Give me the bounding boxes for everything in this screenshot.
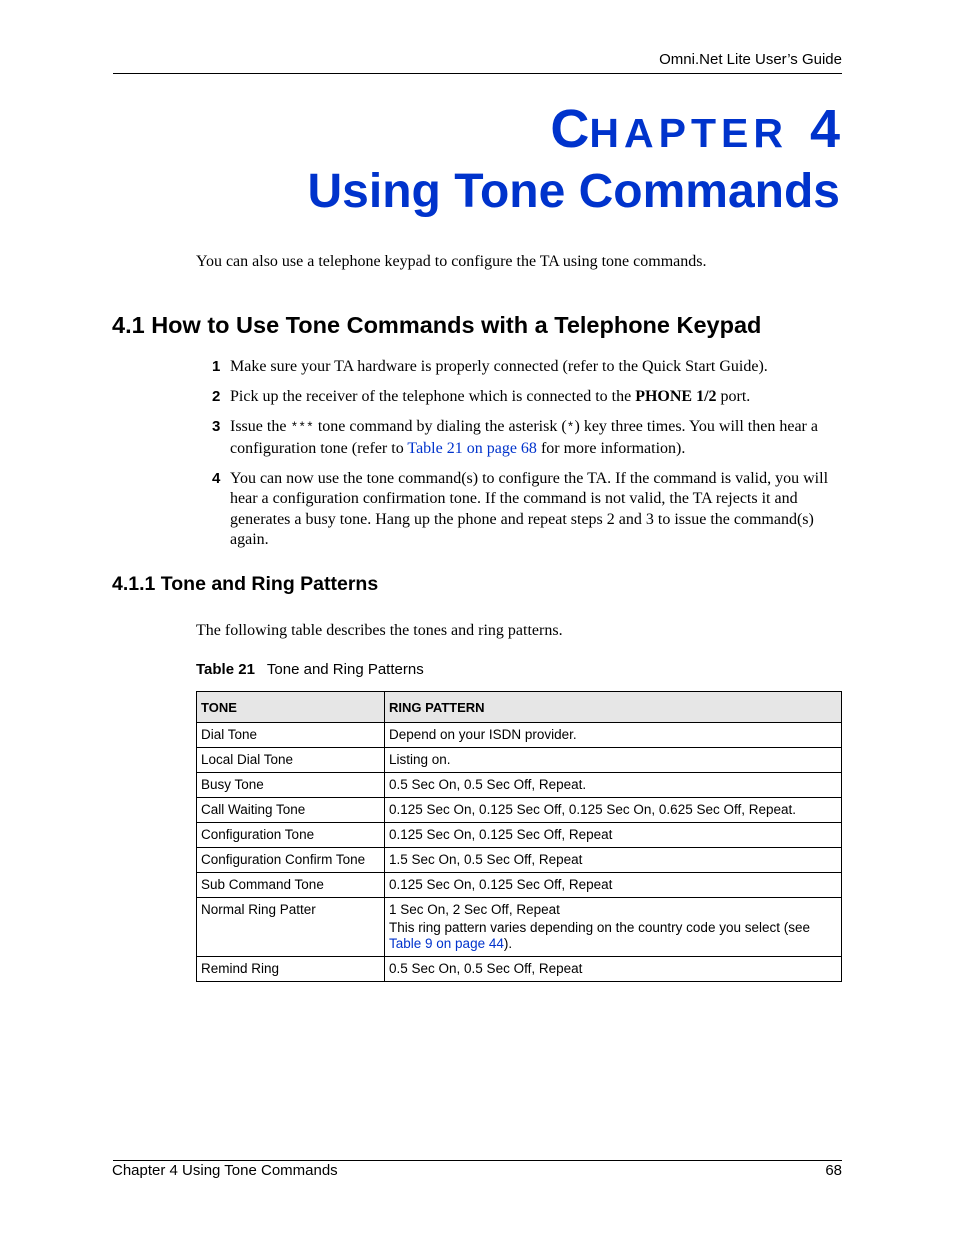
pattern-cell: 0.5 Sec On, 0.5 Sec Off, Repeat. xyxy=(385,773,842,798)
tone-cell: Dial Tone xyxy=(197,723,385,748)
pattern-note-text: ). xyxy=(503,936,513,951)
table-row xyxy=(197,898,842,957)
asterisk-code: * xyxy=(566,420,575,435)
footer-rule xyxy=(113,1160,842,1161)
step-text: Make sure your TA hardware is properly connected (refer to the Quick Start Guide). xyxy=(230,358,768,375)
tone-cell: Remind Ring xyxy=(197,957,385,982)
table-row xyxy=(197,798,842,823)
column-header-tone: TONE xyxy=(197,692,385,723)
guide-title: Omni.Net Lite User’s Guide xyxy=(659,51,842,68)
step-number: 4 xyxy=(212,469,221,487)
step-number: 2 xyxy=(212,388,221,405)
pattern-cell: Listing on. xyxy=(385,748,842,773)
footer-chapter-title: Chapter 4 Using Tone Commands xyxy=(112,1162,338,1179)
step-text: Issue the xyxy=(230,418,291,435)
column-header-ring-pattern: RING PATTERN xyxy=(385,692,842,723)
step-number: 3 xyxy=(212,418,221,435)
step-4 xyxy=(212,469,844,551)
chapter-intro: You can also use a telephone keypad to configure the TA using tone commands. xyxy=(196,253,707,270)
pattern-cell: 0.125 Sec On, 0.125 Sec Off, 0.125 Sec On, 0.625 Sec Off, Repeat. xyxy=(385,798,842,823)
table-row xyxy=(197,873,842,898)
subsection-heading: 4.1.1 Tone and Ring Patterns xyxy=(112,573,379,595)
section-heading: 4.1 How to Use Tone Commands with a Telephone Keypad xyxy=(112,312,762,338)
chapter-label-first: C xyxy=(550,99,590,159)
step-number: 1 xyxy=(212,358,221,375)
page-number: 68 xyxy=(825,1162,842,1179)
step-text: ) key three times. You will then hear a configuration tone (refer to xyxy=(230,418,818,457)
tone-cell: Normal Ring Patter xyxy=(197,898,385,957)
step-text: You can now use the tone command(s) to configure the TA. If the command is valid, you will hear a configuration confirmation tone. If the command is not valid, the TA rejects it and generates a busy tone. Hang up the phone and repeat steps 2 and 3 to issue the command(s) again. xyxy=(230,469,829,548)
tone-cell: Configuration Tone xyxy=(197,823,385,848)
chapter-label xyxy=(550,98,840,160)
tone-cell: Local Dial Tone xyxy=(197,748,385,773)
pattern-cell: 0.125 Sec On, 0.125 Sec Off, Repeat xyxy=(385,823,842,848)
tone-ring-table xyxy=(196,691,842,982)
header-rule xyxy=(113,73,842,74)
pattern-cell: 0.125 Sec On, 0.125 Sec Off, Repeat xyxy=(385,873,842,898)
table-caption xyxy=(196,661,424,678)
table-21-link[interactable]: Table 21 on page 68 xyxy=(407,439,537,457)
step-1 xyxy=(212,357,844,378)
step-text: Pick up the receiver of the telephone which is connected to the xyxy=(230,388,636,405)
port-name: PHONE 1/2 xyxy=(635,388,717,405)
step-2 xyxy=(212,387,844,408)
step-text: for more information). xyxy=(536,439,686,457)
pattern-cell xyxy=(385,898,842,957)
table-intro: The following table describes the tones and ring patterns. xyxy=(196,622,563,639)
step-list xyxy=(212,357,844,560)
pattern-cell: 1.5 Sec On, 0.5 Sec Off, Repeat xyxy=(385,848,842,873)
pattern-note xyxy=(389,920,837,952)
step-3 xyxy=(212,417,844,459)
tone-command-code: *** xyxy=(290,420,314,435)
pattern-cell: Depend on your ISDN provider. xyxy=(385,723,842,748)
tone-cell: Configuration Confirm Tone xyxy=(197,848,385,873)
tone-cell: Sub Command Tone xyxy=(197,873,385,898)
table-9-link[interactable]: Table 9 on page 44 xyxy=(389,936,504,951)
step-text: tone command by dialing the asterisk ( xyxy=(313,418,567,435)
chapter-number: 4 xyxy=(809,99,840,159)
pattern-text: 1 Sec On, 2 Sec Off, Repeat xyxy=(389,902,560,917)
pattern-cell: 0.5 Sec On, 0.5 Sec Off, Repeat xyxy=(385,957,842,982)
table-row xyxy=(197,957,842,982)
chapter-title: Using Tone Commands xyxy=(307,165,840,218)
table-row xyxy=(197,823,842,848)
table-row xyxy=(197,773,842,798)
table-row xyxy=(197,748,842,773)
table-row xyxy=(197,723,842,748)
table-caption-text: Tone and Ring Patterns xyxy=(266,661,424,678)
step-text: port. xyxy=(716,388,751,405)
table-caption-label: Table 21 xyxy=(196,661,255,678)
pattern-note-text: This ring pattern varies depending on the country code you select (see xyxy=(389,920,810,935)
tone-cell: Busy Tone xyxy=(197,773,385,798)
table-header-row xyxy=(197,692,842,723)
tone-cell: Call Waiting Tone xyxy=(197,798,385,823)
chapter-label-rest: HAPTER xyxy=(589,110,788,156)
table-row xyxy=(197,848,842,873)
